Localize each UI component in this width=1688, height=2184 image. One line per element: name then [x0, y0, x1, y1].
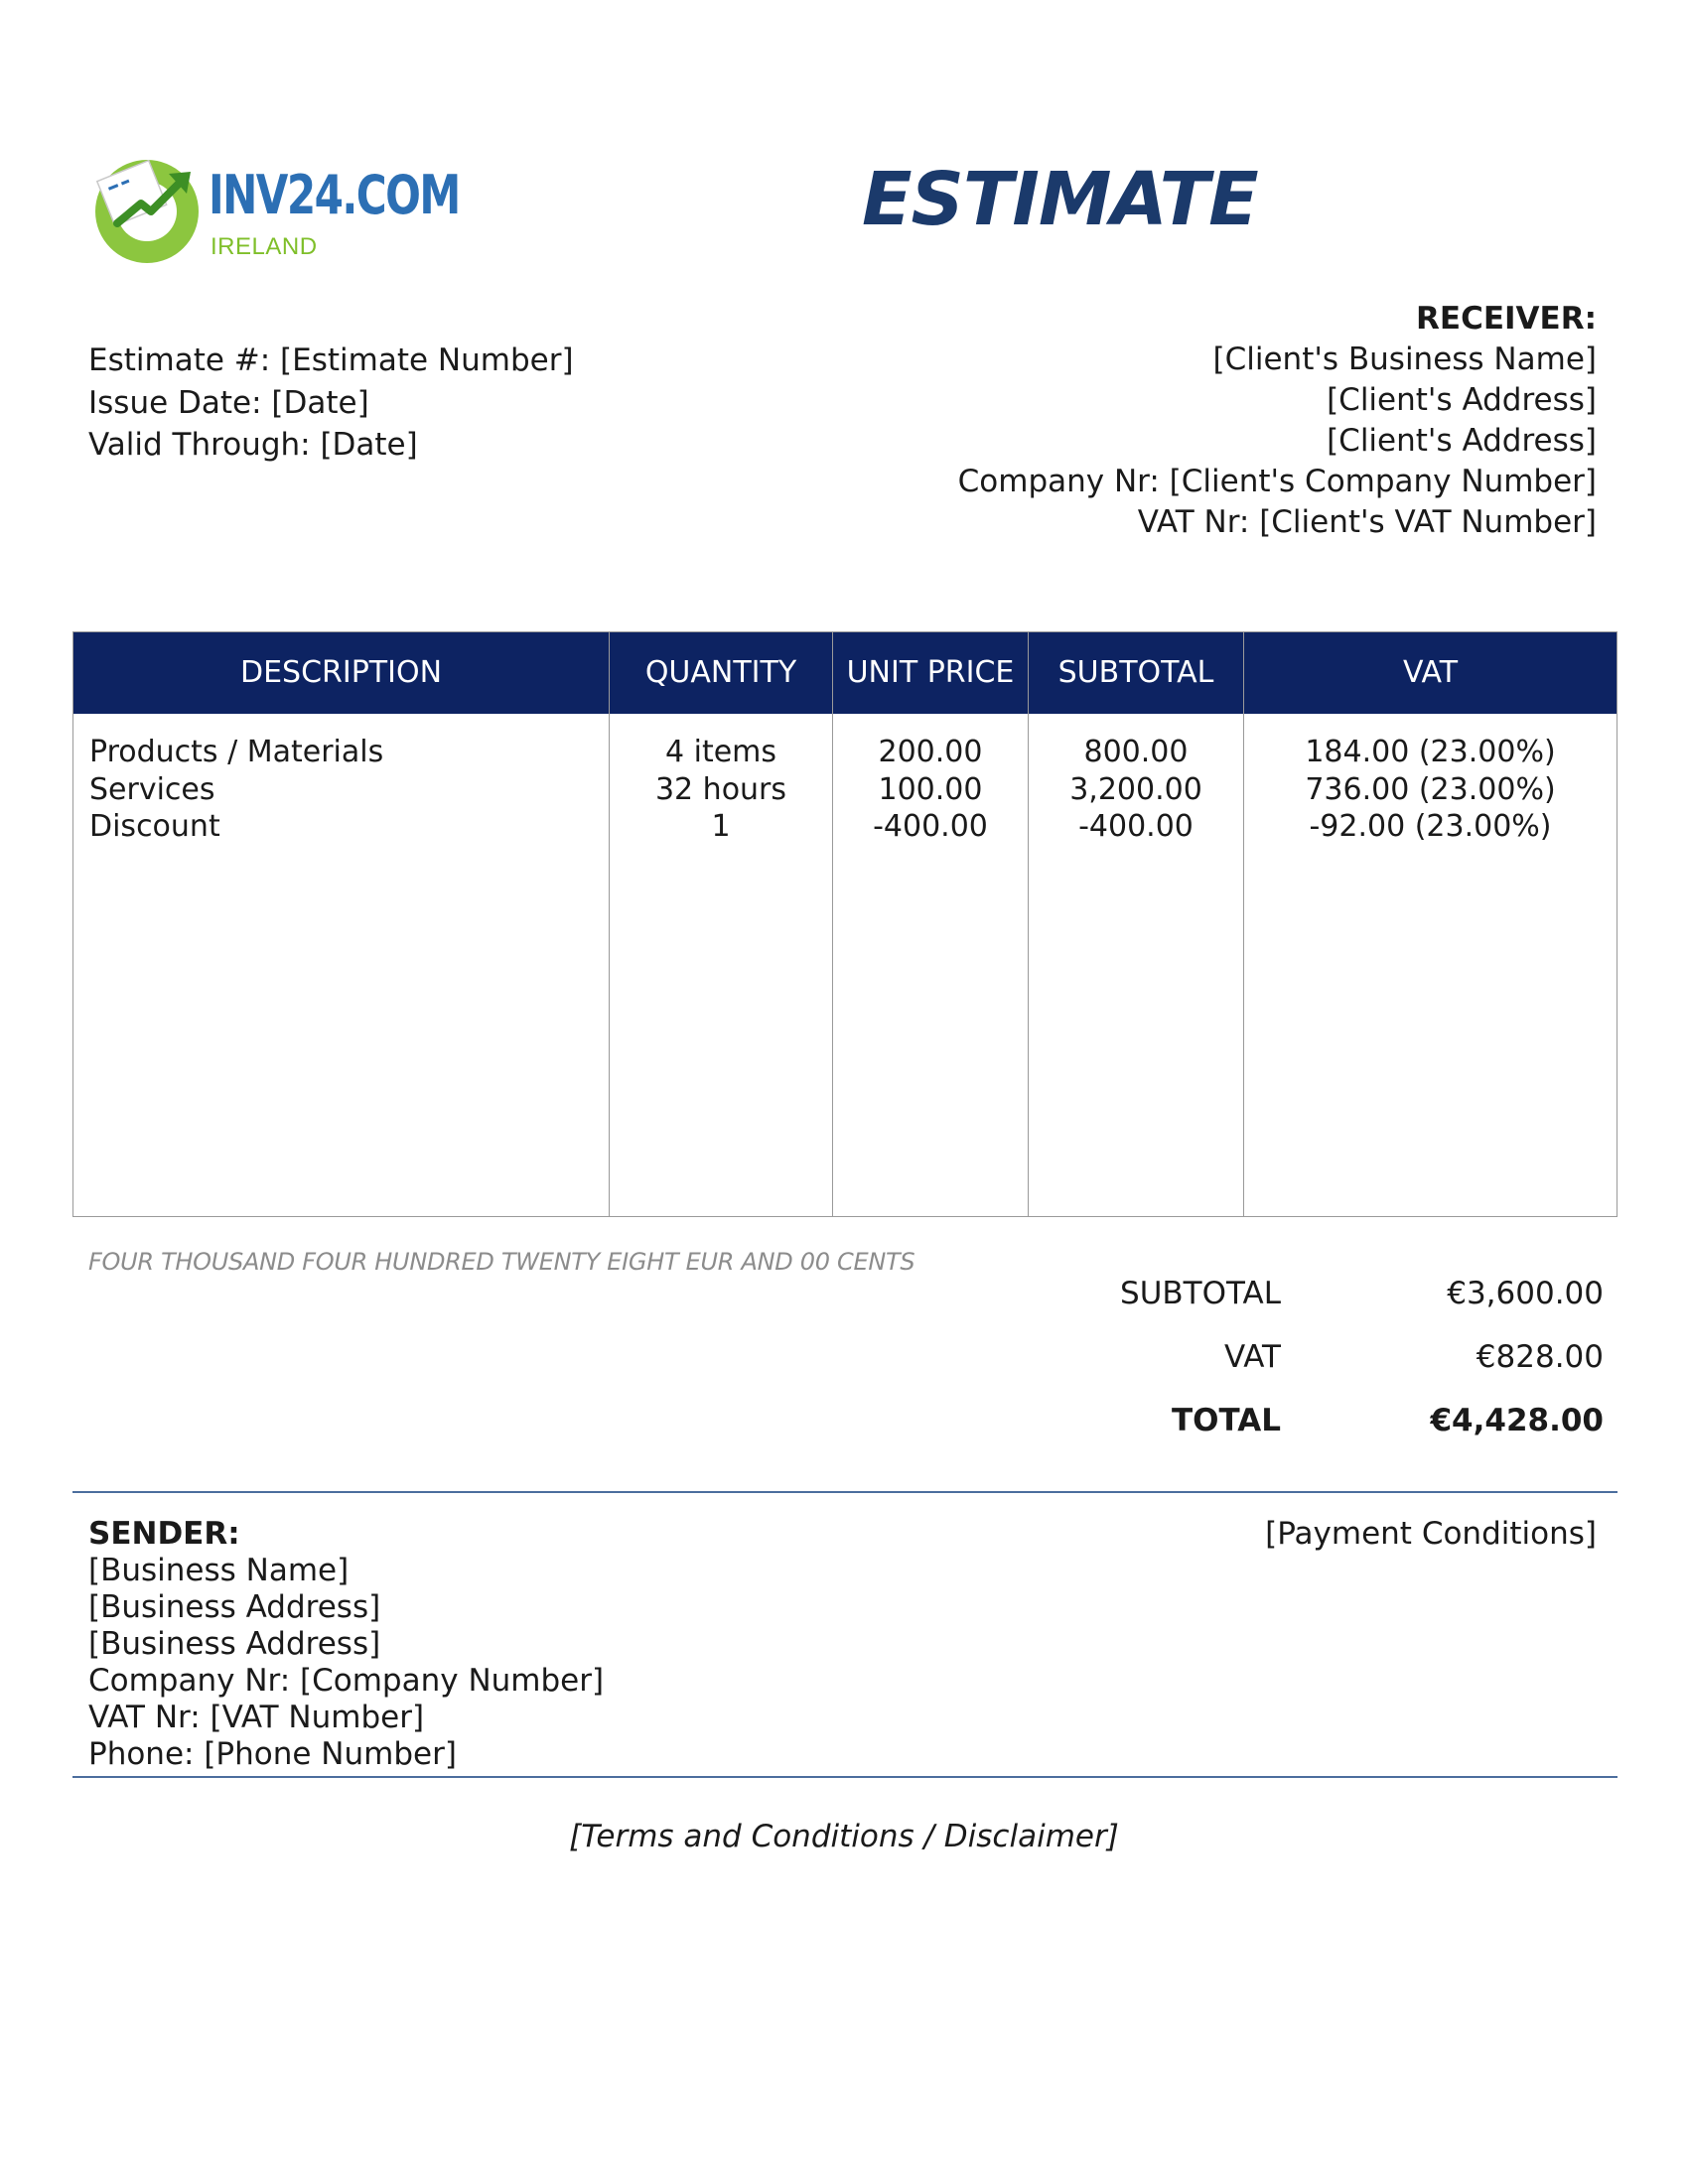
- sender-bottom-divider: [72, 1776, 1618, 1778]
- receiver-vat-nr: VAT Nr: [Client's VAT Number]: [1137, 504, 1597, 540]
- vat-column: [1243, 632, 1617, 1216]
- items-table: [72, 631, 1618, 1217]
- sender-business-name: [Business Name]: [88, 1553, 350, 1588]
- row-vat: -92.00 (23.00%): [1309, 809, 1552, 844]
- sender-address-1: [Business Address]: [88, 1589, 381, 1625]
- receiver-business-name: [Client's Business Name]: [1212, 341, 1597, 377]
- header-description: DESCRIPTION: [239, 655, 443, 690]
- receiver-block: [958, 299, 1597, 543]
- sender-phone: Phone: [Phone Number]: [88, 1736, 457, 1772]
- subtotal-column: [1028, 632, 1243, 1216]
- total-row: [1043, 1403, 1604, 1466]
- logo-name: INV24.COM: [209, 164, 460, 226]
- row-description: Discount: [89, 809, 220, 844]
- issue-date: Issue Date: [Date]: [88, 384, 369, 421]
- row-vat: 736.00 (23.00%): [1305, 771, 1556, 807]
- sender-company-nr: Company Nr: [Company Number]: [88, 1663, 605, 1699]
- estimate-number: Estimate #: [Estimate Number]: [88, 342, 574, 378]
- subtotal-value: €3,600.00: [1447, 1276, 1604, 1311]
- total-label: TOTAL: [1172, 1403, 1281, 1438]
- row-description: Services: [89, 771, 215, 807]
- header-quantity: QUANTITY: [644, 655, 797, 690]
- terms-and-conditions: [Terms and Conditions / Disclaimer]: [569, 1819, 1119, 1854]
- receiver-heading: RECEIVER:: [1416, 301, 1597, 337]
- header-unit-price: UNIT PRICE: [846, 655, 1015, 690]
- row-subtotal: 3,200.00: [1069, 771, 1202, 807]
- sender-top-divider: [72, 1491, 1618, 1493]
- vat-label: VAT: [1224, 1339, 1281, 1375]
- quantity-column: [609, 632, 832, 1216]
- growth-arrow-icon: [91, 154, 203, 265]
- total-value: €4,428.00: [1430, 1403, 1604, 1438]
- subtotal-row: [1043, 1276, 1604, 1339]
- totals-block: [1043, 1276, 1604, 1466]
- sender-address-2: [Business Address]: [88, 1626, 381, 1662]
- row-quantity: 1: [711, 809, 731, 844]
- row-subtotal: 800.00: [1083, 735, 1189, 769]
- amount-in-words: FOUR THOUSAND FOUR HUNDRED TWENTY EIGHT EUR AND 00 CENTS: [88, 1248, 915, 1276]
- company-logo: [91, 154, 460, 273]
- row-quantity: 32 hours: [654, 771, 787, 807]
- sender-heading: SENDER:: [88, 1516, 240, 1552]
- row-quantity: 4 items: [664, 735, 777, 769]
- valid-through: Valid Through: [Date]: [88, 427, 418, 463]
- sender-vat-nr: VAT Nr: [VAT Number]: [88, 1700, 425, 1735]
- row-vat: 184.00 (23.00%): [1305, 735, 1556, 769]
- estimate-info: [88, 340, 574, 467]
- vat-row: [1043, 1339, 1604, 1403]
- header-subtotal: SUBTOTAL: [1057, 655, 1214, 690]
- sender-block: [88, 1516, 604, 1773]
- header-vat: VAT: [1402, 655, 1459, 690]
- receiver-address-2: [Client's Address]: [1327, 423, 1597, 459]
- row-description: Products / Materials: [89, 735, 384, 769]
- receiver-address-1: [Client's Address]: [1327, 382, 1597, 418]
- payment-conditions: [Payment Conditions]: [1265, 1516, 1597, 1552]
- document-title: ESTIMATE: [862, 157, 1258, 242]
- description-column: [73, 632, 609, 1216]
- logo-country: IRELAND: [211, 233, 318, 260]
- unit-price-column: [832, 632, 1028, 1216]
- row-unit-price: 200.00: [878, 735, 983, 769]
- row-unit-price: -400.00: [873, 809, 988, 844]
- subtotal-label: SUBTOTAL: [1120, 1276, 1281, 1311]
- vat-value: €828.00: [1476, 1339, 1604, 1375]
- receiver-company-nr: Company Nr: [Client's Company Number]: [957, 464, 1597, 499]
- row-unit-price: 100.00: [878, 771, 983, 807]
- row-subtotal: -400.00: [1078, 809, 1194, 844]
